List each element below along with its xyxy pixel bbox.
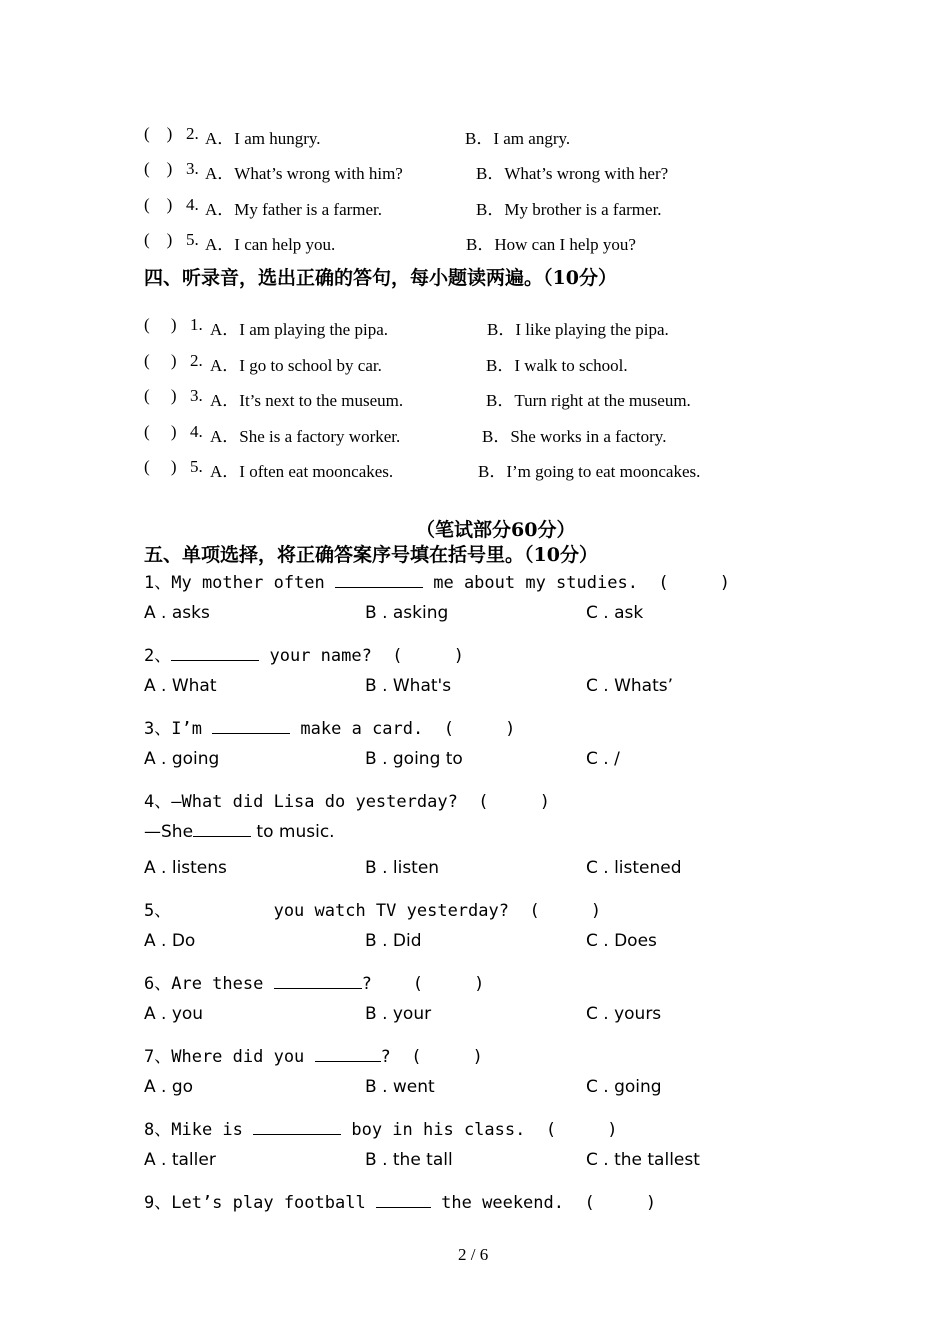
list-item-num: 4. xyxy=(190,422,203,441)
question-1: 1、My mother often me about my studies. ( ) xyxy=(144,573,731,593)
option-a: A . What xyxy=(144,676,217,696)
section-heading: 四、听录音，选出正确的答句，每小题读两遍。（10分） xyxy=(144,267,617,289)
question-3: 3、I’m make a card. ( ) xyxy=(144,719,516,739)
option-a: A . listens xyxy=(144,858,227,878)
list-item-paren: ( ) xyxy=(144,386,177,405)
option-a: A．She is a factory worker. xyxy=(210,427,401,446)
option-b: B . Did xyxy=(365,931,422,951)
list-item-paren: ( ) xyxy=(144,124,173,143)
option-b: B . What's xyxy=(365,676,452,696)
option-c: C . ask xyxy=(586,603,644,623)
option-a: A . taller xyxy=(144,1150,216,1170)
option-a: A．I am playing the pipa. xyxy=(210,320,388,339)
option-b: B．She works in a factory. xyxy=(482,427,667,446)
option-a: A．I go to school by car. xyxy=(210,356,382,375)
list-item-paren: ( ) xyxy=(144,457,177,476)
answer-blank xyxy=(193,822,251,837)
answer-blank xyxy=(335,573,423,588)
option-a: A．It’s next to the museum. xyxy=(210,391,404,410)
answer-blank xyxy=(376,1193,431,1208)
option-c: C . listened xyxy=(586,858,682,878)
option-a: A . go xyxy=(144,1077,194,1097)
option-b: B．Turn right at the museum. xyxy=(486,391,691,410)
question-9: 9、Let’s play football the weekend. ( ) xyxy=(144,1193,657,1213)
option-b: B . went xyxy=(365,1077,435,1097)
option-b: B．I like playing the pipa. xyxy=(487,320,669,339)
option-b: B．What’s wrong with her? xyxy=(476,164,669,183)
question-4: 4、—What did Lisa do yesterday? ( ) xyxy=(144,792,550,812)
answer-blank xyxy=(171,646,259,661)
list-item-num: 2. xyxy=(190,351,203,370)
list-item-num: 3. xyxy=(190,386,203,405)
option-a: A . you xyxy=(144,1004,204,1024)
list-item-paren: ( ) xyxy=(144,422,177,441)
section-heading: 五、单项选择，将正确答案序号填在括号里。（10分） xyxy=(144,544,598,566)
option-c: C . yours xyxy=(586,1004,662,1024)
list-item-paren: ( ) xyxy=(144,159,173,178)
option-b: B . asking xyxy=(365,603,449,623)
list-item-num: 1. xyxy=(190,315,203,334)
list-item-num: 5. xyxy=(190,457,203,476)
option-b: B . going to xyxy=(365,749,463,769)
list-item-num: 4. xyxy=(186,195,199,214)
option-a: A．I often eat mooncakes. xyxy=(210,462,394,481)
option-b: B . the tall xyxy=(365,1150,453,1170)
answer-blank xyxy=(212,719,290,734)
option-c: C . the tallest xyxy=(586,1150,700,1170)
option-b: B . listen xyxy=(365,858,440,878)
answer-blank xyxy=(315,1047,381,1062)
question-4-answer-line: —She to music. xyxy=(144,822,335,842)
option-c: C . Does xyxy=(586,931,657,951)
option-c: C . Whats’ xyxy=(586,676,674,696)
option-a: A．I can help you. xyxy=(205,235,336,254)
list-item-paren: ( ) xyxy=(144,315,177,334)
option-a: A . Do xyxy=(144,931,196,951)
option-a: A．What’s wrong with him? xyxy=(205,164,403,183)
option-b: B．My brother is a farmer. xyxy=(476,200,662,219)
option-b: B．I’m going to eat mooncakes. xyxy=(478,462,701,481)
page-number: 2 / 6 xyxy=(458,1245,489,1264)
option-b: B．I walk to school. xyxy=(486,356,628,375)
list-item-num: 3. xyxy=(186,159,199,178)
option-c: C . / xyxy=(586,749,620,769)
question-2: 2、 your name? ( ) xyxy=(144,646,464,666)
option-a: A．My father is a farmer. xyxy=(205,200,383,219)
question-6: 6、Are these ? ( ) xyxy=(144,974,485,994)
list-item-paren: ( ) xyxy=(144,195,173,214)
option-b: B . your xyxy=(365,1004,432,1024)
option-b: B．I am angry. xyxy=(465,129,571,148)
list-item-num: 2. xyxy=(186,124,199,143)
list-item-paren: ( ) xyxy=(144,351,177,370)
question-8: 8、Mike is boy in his class. ( ) xyxy=(144,1120,618,1140)
answer-blank xyxy=(274,974,362,989)
written-part-title: （笔试部分60分） xyxy=(416,519,576,541)
option-b: B．How can I help you? xyxy=(466,235,636,254)
option-a: A . going xyxy=(144,749,220,769)
option-c: C . going xyxy=(586,1077,662,1097)
list-item-num: 5. xyxy=(186,230,199,249)
option-a: A．I am hungry. xyxy=(205,129,321,148)
list-item-paren: ( ) xyxy=(144,230,173,249)
answer-blank xyxy=(253,1120,341,1135)
question-7: 7、Where did you ? ( ) xyxy=(144,1047,483,1067)
question-5: 5、 you watch TV yesterday? ( ) xyxy=(144,901,602,921)
option-a: A . asks xyxy=(144,603,210,623)
